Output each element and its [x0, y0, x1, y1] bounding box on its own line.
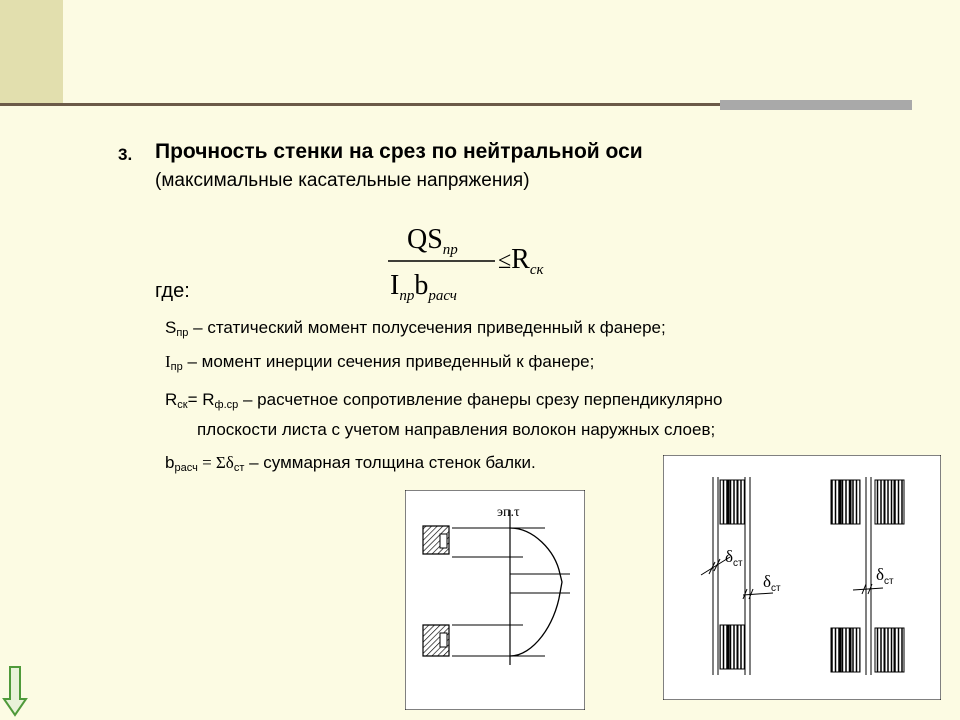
- def-i-text: – момент инерции сечения приведенный к фанере;: [182, 352, 595, 371]
- def-b-sub2: ст: [233, 462, 245, 474]
- def-i-sub: пр: [170, 361, 183, 373]
- delta-label-2: $\delta_{ст}$: [763, 572, 781, 594]
- def-r-sub2: ф.ср: [214, 399, 239, 411]
- definition-b: [165, 453, 536, 474]
- formula-rhs-sub: ск: [529, 262, 544, 278]
- slide-subtitle: (максимальные касательные напряжения): [155, 170, 530, 191]
- delta-label-3: $\delta_{ст}$: [876, 565, 894, 587]
- def-r-text: – расчетное сопротивление фанеры срезу перпендикулярно: [238, 390, 723, 409]
- def-b-eq: = Σδ: [197, 453, 234, 472]
- svg-text:Iпрbрасч: [390, 270, 457, 304]
- box-section-figure: [663, 455, 941, 700]
- def-i-symbol: I: [165, 352, 171, 371]
- definition-i: [165, 352, 594, 373]
- corner-decoration: [0, 0, 63, 105]
- diagram-label: эп.τ: [497, 505, 520, 520]
- svg-text:≤Rск: [498, 244, 545, 278]
- figure-frame: [405, 490, 585, 710]
- header-rule-accent: [720, 100, 912, 110]
- def-b-sub: расч: [174, 462, 198, 474]
- where-label: где:: [155, 280, 190, 302]
- item-number: 3.: [118, 145, 133, 164]
- slide-title: Прочность стенки на срез по нейтральной оси: [155, 140, 643, 163]
- definition-s: [165, 318, 666, 339]
- delta-label-1: $\delta_{ст}$: [725, 547, 743, 569]
- def-s-text: – статический момент полусечения приведенный к фанере;: [188, 318, 666, 337]
- shear-stress-diagram-figure: [405, 490, 585, 710]
- def-s-sub: пр: [176, 327, 189, 339]
- def-b-text: – суммарная толщина стенок балки.: [244, 453, 536, 472]
- svg-text:QSпр: [407, 224, 458, 258]
- formula-den-sub1: пр: [399, 288, 415, 304]
- def-r-sub: ск: [177, 399, 188, 411]
- upper-web-slot: [440, 534, 447, 548]
- formula-num-sub: пр: [442, 242, 458, 258]
- formula-den-main1: I: [390, 270, 400, 301]
- formula-den-sub2: расч: [428, 288, 457, 304]
- def-s-symbol: S: [165, 318, 177, 337]
- formula-num-main: QS: [407, 224, 443, 255]
- shear-strength-formula: [385, 218, 585, 308]
- definition-r: [165, 390, 722, 411]
- definition-r-continuation: плоскости листа с учетом направления волокон наружных слоев;: [197, 420, 716, 439]
- formula-rhs-main: R: [511, 244, 530, 275]
- lower-web-slot: [440, 633, 447, 647]
- def-b-symbol: b: [165, 453, 175, 472]
- def-r-symbol: R: [165, 390, 178, 409]
- def-r-eq: = R: [187, 390, 215, 409]
- formula-den-main2: b: [414, 270, 429, 301]
- formula-relation: ≤: [498, 248, 512, 274]
- down-arrow-icon[interactable]: [2, 665, 28, 717]
- header-rule: [0, 103, 720, 106]
